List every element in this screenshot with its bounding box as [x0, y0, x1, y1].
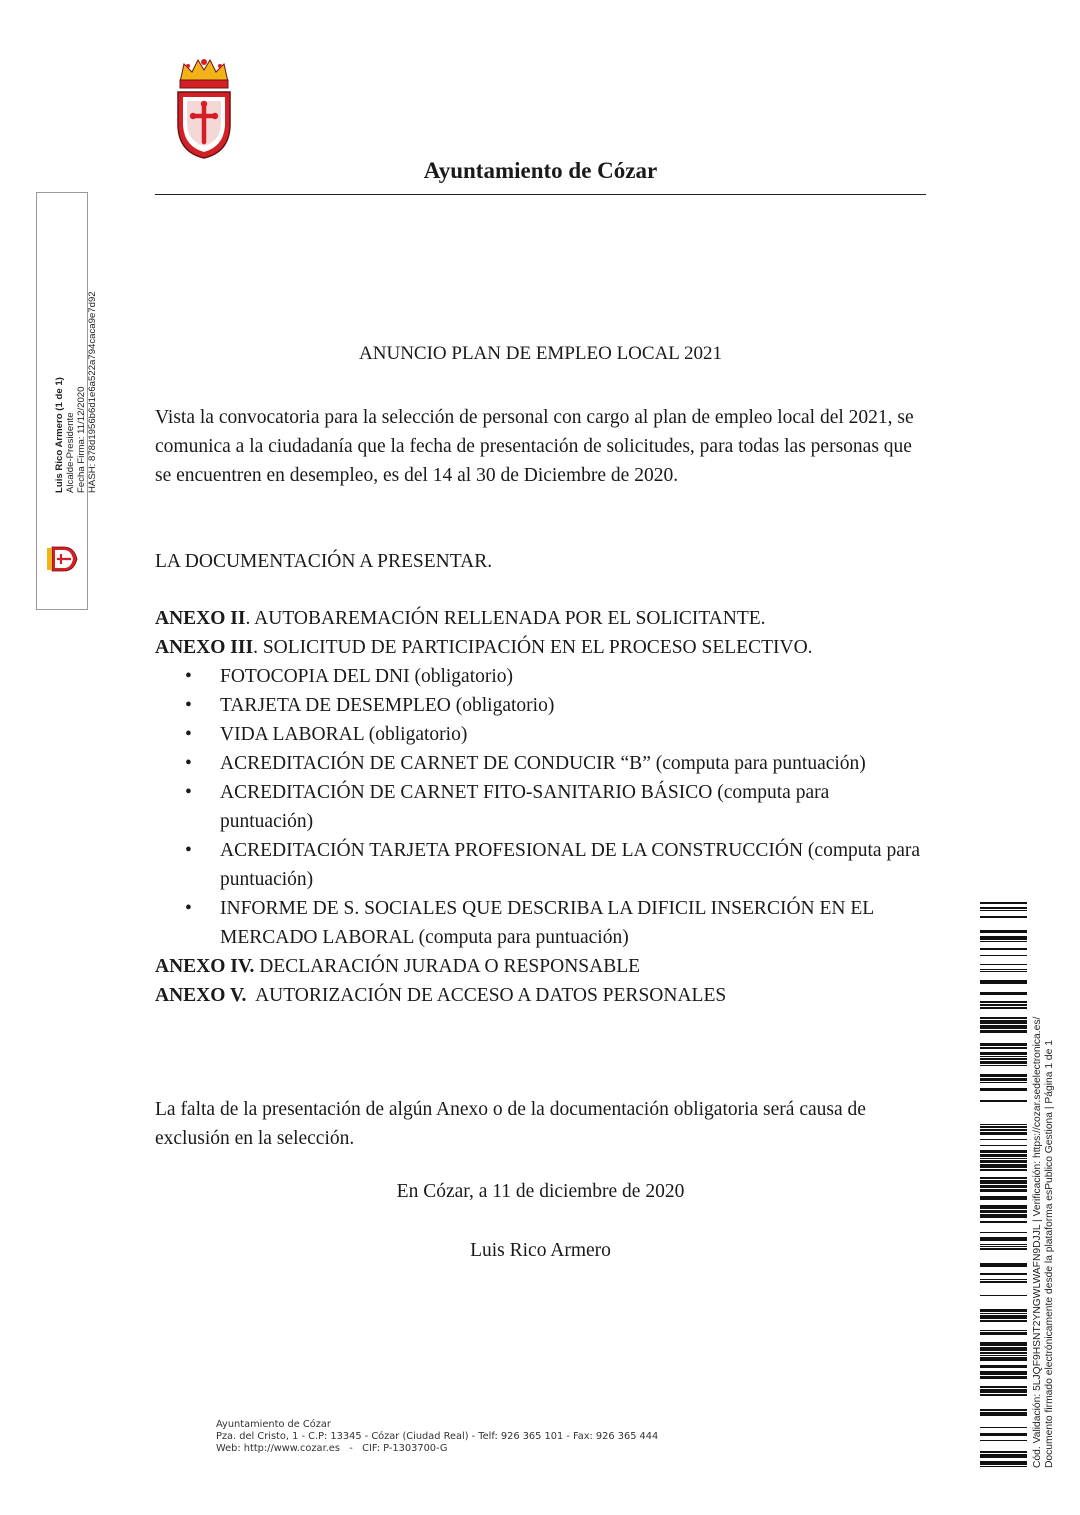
barcode-bar: [980, 902, 1027, 904]
barcode-bar: [980, 1169, 1027, 1171]
verification-text: [1032, 898, 1056, 1468]
barcode-bar: [980, 1246, 1027, 1247]
barcode-bar: [980, 1100, 1027, 1102]
barcode-bar: [980, 1389, 1027, 1393]
list-item: [155, 720, 935, 749]
barcode-bar: [980, 1126, 1027, 1128]
annex-v-line: [155, 981, 935, 1010]
barcode-bar: [980, 1412, 1027, 1416]
barcode-bar: [980, 1281, 1027, 1283]
barcode-bar: [980, 1132, 1027, 1135]
barcode-bar: [980, 1025, 1027, 1029]
list-item: [155, 691, 935, 720]
bullet-icon: •: [185, 724, 192, 745]
coat-of-arms-icon: [174, 56, 234, 160]
list-item: [155, 894, 935, 952]
barcode-bar: [980, 1177, 1027, 1179]
barcode-bar: [980, 1320, 1027, 1322]
barcode-bar: [980, 1160, 1027, 1163]
barcode-bar: [980, 1386, 1027, 1388]
barcode-bar: [980, 1129, 1027, 1131]
barcode-bar: [980, 1065, 1027, 1066]
barcode-bar: [980, 1352, 1027, 1354]
barcode-bar: [980, 916, 1027, 918]
barcode-bar: [980, 1150, 1027, 1153]
barcode-bar: [980, 1347, 1027, 1351]
barcode-bar: [980, 1273, 1027, 1275]
barcode-bar: [980, 1061, 1027, 1064]
list-item: [155, 749, 935, 778]
signature-name: Luis Rico Armero (1 de 1): [54, 377, 65, 493]
barcode-bar: [980, 1004, 1027, 1006]
requirement-text: TARJETA DE DESEMPLEO (obligatorio): [220, 695, 555, 716]
requirement-text: ACREDITACIÓN DE CARNET FITO-SANITARIO BÁSICO (computa para puntuación): [220, 782, 830, 832]
barcode-bar: [980, 1433, 1027, 1436]
bullet-icon: •: [185, 695, 192, 716]
barcode-bar: [980, 964, 1027, 965]
closing-paragraph: La falta de la presentación de algún Anexo o de la documentación obligatoria será causa de exclusión en la selección.: [155, 1099, 866, 1149]
bullet-icon: •: [185, 898, 192, 919]
barcode-bar: [980, 1189, 1027, 1192]
barcode-bar: [980, 1309, 1027, 1312]
barcode-bar: [980, 1154, 1027, 1157]
organization-title: Ayuntamiento de Cózar: [423, 158, 658, 183]
requirement-text: ACREDITACIÓN TARJETA PROFESIONAL DE LA CONSTRUCCIÓN (computa para puntuación): [220, 840, 921, 890]
barcode-bar: [980, 1017, 1027, 1019]
footer-line-3: Web: http://www.cozar.es - CIF: P-1303700-G: [216, 1443, 448, 1454]
barcode-bar: [980, 1158, 1027, 1159]
barcode-bar: [980, 1047, 1027, 1049]
barcode-bar: [980, 1409, 1027, 1411]
header-divider: [155, 194, 926, 195]
requirement-text: FOTOCOPIA DEL DNI (obligatorio): [220, 666, 514, 687]
footer-line-1: Ayuntamiento de Cózar: [216, 1419, 331, 1430]
signature-role: Alcalde-Presidente: [65, 412, 76, 493]
barcode-bar: [980, 1030, 1027, 1033]
signer-name: Luis Rico Armero: [470, 1240, 611, 1261]
barcode-bar: [980, 941, 1027, 942]
barcode-bar: [980, 1454, 1027, 1458]
signature-hash: HASH: 878d1956b6d1e6a522a794caca9e7d92: [87, 291, 98, 493]
list-item: [155, 778, 935, 836]
section-heading: LA DOCUMENTACIÓN A PRESENTAR.: [155, 551, 493, 572]
list-item: [155, 662, 935, 691]
barcode-bar: [980, 1196, 1027, 1200]
barcode-bar: [980, 1342, 1027, 1346]
barcode-bar: [980, 1078, 1027, 1081]
barcode-bar: [980, 1139, 1027, 1140]
barcode-bar: [980, 971, 1027, 972]
barcode-bar: [980, 1058, 1027, 1060]
small-coat-of-arms-icon: [44, 543, 80, 575]
barcode-bar: [980, 1244, 1027, 1245]
place-and-date: En Cózar, a 11 de diciembre de 2020: [396, 1181, 685, 1202]
barcode-bar: [980, 1357, 1027, 1361]
annex-v-text: AUTORIZACIÓN DE ACCESO A DATOS PERSONALES: [246, 985, 727, 1006]
barcode-bar: [980, 1466, 1027, 1467]
barcode-bar: [980, 1365, 1027, 1368]
bullet-icon: •: [185, 840, 192, 861]
annex-ii-text: . AUTOBAREMACIÓN RELLENADA POR EL SOLICITANTE.: [245, 608, 766, 629]
annex-list: [155, 604, 935, 1010]
barcode-bar: [980, 1001, 1027, 1003]
barcode-bar: [980, 1330, 1027, 1331]
barcode-bar: [980, 1020, 1027, 1024]
bullet-icon: •: [185, 782, 192, 803]
requirement-text: ACREDITACIÓN DE CARNET DE CONDUCIR “B” (computa para puntuación): [220, 753, 866, 774]
annex-iii-label: ANEXO III: [155, 637, 254, 658]
requirements-list: [155, 662, 935, 952]
barcode-bar: [980, 1082, 1027, 1083]
barcode-bar: [980, 1124, 1027, 1125]
requirement-text: INFORME DE S. SOCIALES QUE DESCRIBA LA DIFICIL INSERCIÓN EN EL MERCADO LABORAL (computa para puntuación): [220, 898, 874, 948]
barcode-bar: [980, 1164, 1027, 1168]
signature-details: [54, 73, 98, 493]
document-title: ANUNCIO PLAN DE EMPLEO LOCAL 2021: [359, 343, 722, 364]
barcode-bar: [980, 907, 1027, 909]
barcode-bar: [980, 1451, 1027, 1453]
barcode-bar: [980, 1210, 1027, 1213]
barcode-bar: [980, 1088, 1027, 1091]
barcode-bar: [980, 969, 1027, 970]
verification-line-2: Documento firmado electrónicamente desde la plataforma esPublico Gestiona | Página 1 de 1: [1044, 1040, 1055, 1468]
barcode-bar: [980, 1007, 1027, 1009]
barcode-bar: [980, 1052, 1027, 1055]
barcode-bar: [980, 1371, 1027, 1375]
barcode-bar: [980, 1332, 1027, 1335]
annex-iii-text: . SOLICITUD DE PARTICIPACIÓN EN EL PROCESO SELECTIVO.: [253, 637, 813, 658]
barcode-bar: [980, 948, 1027, 950]
barcode-bar: [980, 1315, 1027, 1319]
barcode-bar: [980, 1313, 1027, 1314]
signature-date: Fecha Firma: 11/12/2020: [76, 386, 87, 493]
barcode-bar: [980, 1185, 1027, 1188]
annex-iv-text: DECLARACIÓN JURADA O RESPONSABLE: [254, 956, 641, 977]
barcode-bar: [980, 1074, 1027, 1077]
barcode-bar: [980, 1214, 1027, 1218]
barcode-bar: [980, 1295, 1027, 1296]
barcode-bar: [980, 1279, 1027, 1280]
verification-line-1: Cód. Validación: 5LJQF9HSNT2YNGWLWAFN9DJJL | Verificación: https://cozar.sedelectronica.es/: [1032, 1016, 1043, 1468]
footer-address: [216, 1419, 658, 1455]
barcode-bar: [980, 992, 1027, 995]
barcode-bar: [980, 1180, 1027, 1184]
annex-iv-line: [155, 952, 935, 981]
barcode-bar: [980, 1056, 1027, 1057]
annex-iv-label: ANEXO IV.: [155, 956, 255, 977]
list-item: [155, 836, 935, 894]
intro-paragraph: Vista la convocatoria para la selección de personal con cargo al plan de empleo local del 2021, se comunica a la ciudadanía que la fecha de presentación de solicitudes, para todas las personas que se encuentren en desempleo, es del 14 al 30 de Diciembre de 2020.: [155, 407, 914, 486]
verification-barcode: [980, 902, 1027, 1467]
annex-ii-line: [155, 604, 935, 633]
barcode-bar: [980, 1043, 1027, 1046]
barcode-bar: [980, 1145, 1027, 1146]
annex-v-label: ANEXO V.: [155, 985, 247, 1006]
barcode-bar: [980, 910, 1027, 911]
barcode-bar: [980, 1376, 1027, 1379]
barcode-bar: [980, 980, 1027, 984]
footer-line-2: Pza. del Cristo, 1 - C.P: 13345 - Cózar (Ciudad Real) - Telf: 926 365 101 - Fax: 926 365 444: [216, 1431, 659, 1442]
barcode-bar: [980, 936, 1027, 940]
barcode-bar: [980, 1394, 1027, 1396]
barcode-bar: [980, 1221, 1027, 1223]
barcode-bar: [980, 1205, 1027, 1209]
bullet-icon: •: [185, 666, 192, 687]
barcode-bar: [980, 1237, 1027, 1241]
requirement-text: VIDA LABORAL (obligatorio): [220, 724, 468, 745]
barcode-bar: [980, 1461, 1027, 1465]
barcode-bar: [980, 1248, 1027, 1250]
signature-stamp: [36, 192, 98, 610]
barcode-bar: [980, 1263, 1027, 1267]
barcode-bar: [980, 1427, 1027, 1428]
barcode-bar: [980, 1232, 1027, 1233]
annex-ii-label: ANEXO II: [155, 608, 246, 629]
barcode-bar: [980, 1440, 1027, 1441]
barcode-bar: [980, 955, 1027, 956]
bullet-icon: •: [185, 753, 192, 774]
barcode-bar: [980, 1355, 1027, 1356]
barcode-bar: [980, 930, 1027, 933]
annex-iii-line: [155, 633, 935, 662]
